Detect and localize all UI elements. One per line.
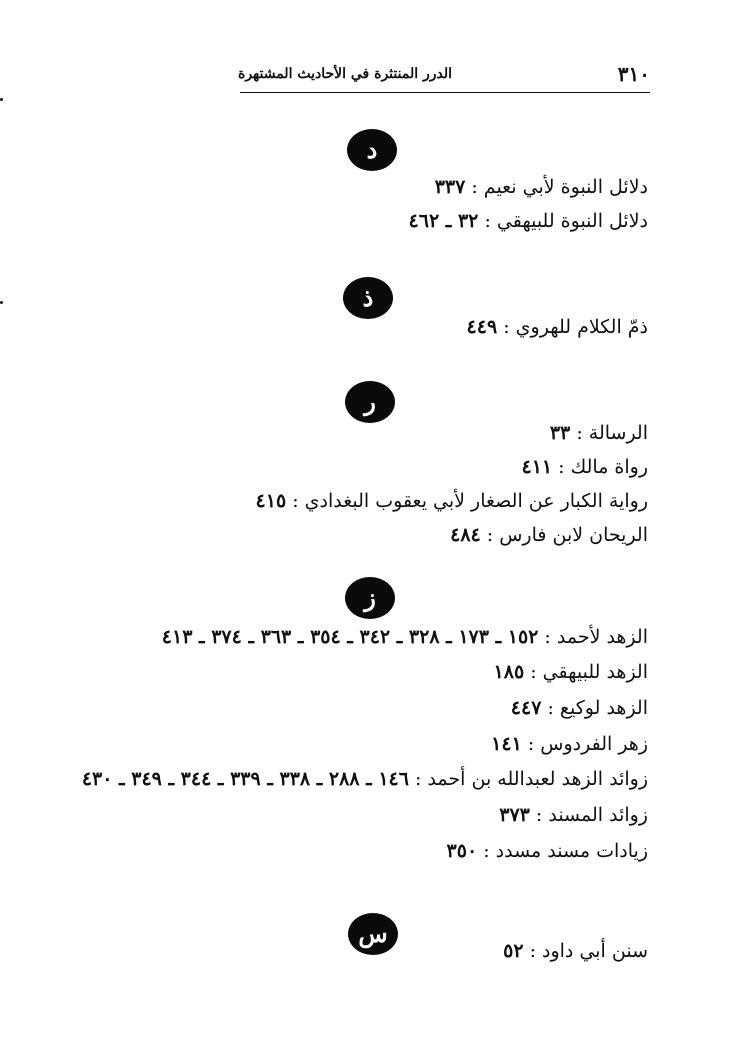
entry-pages: ١٤١ (491, 733, 522, 755)
index-entry (499, 806, 648, 825)
entry-pages: ٤٤٧ (510, 697, 542, 719)
entry-title: ذمّ الكلام للهروي : (503, 316, 648, 338)
index-entry (521, 458, 648, 477)
entry-title: زيادات مسند مسدد : (483, 840, 648, 862)
page-number: ٣١٠ (617, 62, 650, 86)
scan-edge-mark (0, 98, 3, 101)
index-entry (409, 212, 648, 231)
section-letter-badge-ra: ر (345, 381, 395, 423)
entry-pages: ٣٣٧ (434, 176, 466, 198)
entry-pages: ٥٢ (503, 940, 524, 962)
page-header (237, 62, 650, 93)
entry-pages: ٣٥٠ (446, 840, 478, 862)
entry-title: الرسالة : (576, 422, 648, 444)
section-letter-badge-sin: س (348, 913, 398, 955)
entry-pages: ٤١٥ (255, 490, 287, 512)
section-letter-badge-dal: د (347, 129, 397, 171)
entry-pages: ٣٣ (549, 422, 571, 444)
index-entry (256, 492, 648, 511)
entry-pages: ٤٨٤ (450, 524, 481, 546)
index-entry (450, 526, 648, 545)
entry-title: زوائد الزهد لعبدالله بن أحمد : (415, 768, 648, 790)
entry-title: الزهد لأحمد : (544, 626, 648, 648)
entry-title: دلائل النبوة للبيهقي : (484, 210, 648, 232)
section-letter-badge-dhal: ذ (343, 277, 393, 319)
entry-pages: ٣٧٣ (499, 804, 530, 826)
entry-title: سنن أبي داود : (529, 940, 648, 962)
index-entry (162, 628, 648, 647)
entry-title: الريحان لابن فارس : (486, 524, 648, 546)
index-entry (494, 663, 648, 682)
entry-title: الزهد لوكيع : (547, 697, 648, 719)
entry-title: الزهد للبيهقي : (530, 661, 648, 683)
index-entry (550, 424, 648, 443)
index-entry (511, 699, 648, 718)
entry-title: دلائل النبوة لأبي نعيم : (471, 176, 648, 198)
index-entry (491, 735, 648, 754)
index-entry (467, 318, 648, 337)
entry-pages: ١٥٢ ـ ١٧٣ ـ ٣٢٨ ـ ٣٤٢ ـ ٣٥٤ ـ ٣٦٣ ـ ٣٧٤ ـ ٤١٣ (161, 626, 539, 648)
entry-pages: ٣٢ ـ ٤٦٢ (408, 210, 479, 232)
index-entry (435, 178, 648, 197)
section-letter-badge-zay: ز (345, 577, 395, 619)
index-entry (82, 770, 648, 789)
entry-pages: ١٤٦ ـ ٢٨٨ ـ ٣٣٨ ـ ٣٣٩ ـ ٣٤٤ ـ ٣٤٩ ـ ٤٣٠ (81, 768, 409, 790)
index-entry (447, 842, 648, 861)
entry-title: زهر الفردوس : (527, 733, 648, 755)
running-title: الدرر المنتثرة في الأحاديث المشتهرة (237, 66, 452, 82)
entry-pages: ١٨٥ (493, 661, 525, 683)
scan-edge-mark (0, 301, 3, 304)
entry-title: رواة مالك : (558, 456, 648, 478)
entry-title: رواية الكبار عن الصغار لأبي يعقوب البغدادي : (292, 490, 648, 512)
entry-title: زوائد المسند : (535, 804, 648, 826)
index-entry (503, 942, 648, 961)
entry-pages: ٤١١ (521, 456, 553, 478)
entry-pages: ٤٤٩ (466, 316, 498, 338)
